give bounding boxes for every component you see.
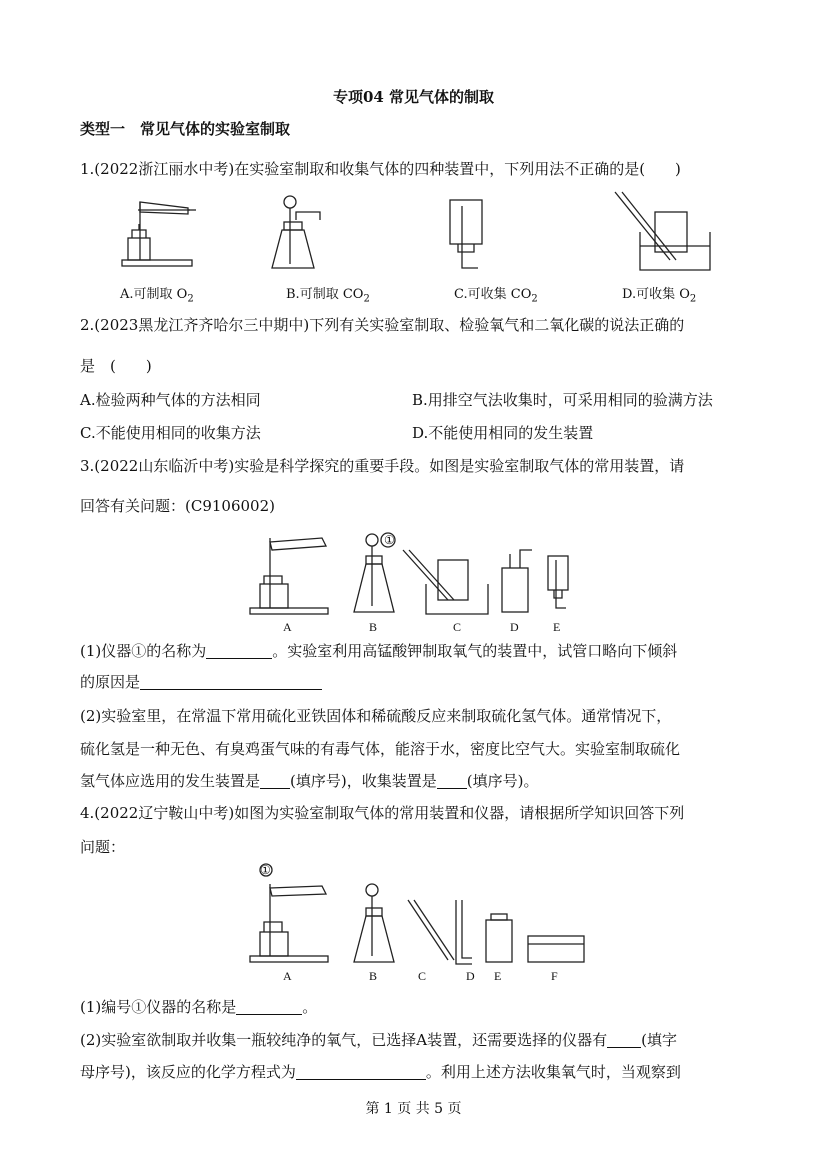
q3-circle-label: ① xyxy=(384,533,395,547)
q3-part2-line1: (2)实验室里，在常温下常用硫化亚铁固体和稀硫酸反应来制取硫化氢气体。通常情况下， xyxy=(80,707,672,725)
q4-part2-line2: 母序号)，该反应的化学方程式为 。利用上述方法收集氧气时，当观察到 xyxy=(80,1063,681,1081)
answer-blank[interactable] xyxy=(296,1064,426,1080)
apparatus-a-heating xyxy=(122,202,196,266)
answer-blank[interactable] xyxy=(437,773,467,789)
apparatus-b-flask xyxy=(272,196,320,268)
q1-apparatus-figure xyxy=(110,190,750,280)
q4-apparatus-figure xyxy=(248,860,593,985)
q3-label-b: B xyxy=(369,620,378,634)
q3-stem-line2: 回答有关问题：(C9106002) xyxy=(80,497,275,515)
page-footer: 第 1 页 共 5 页 xyxy=(365,1101,462,1117)
q4-circle-label: ① xyxy=(260,863,271,877)
q3-part1-line1: (1)仪器①的名称为 。实验室利用高锰酸钾制取氧气的装置中，试管口略向下倾斜 xyxy=(80,642,678,660)
q1-caption-b: B.可制取 $CO_2$ xyxy=(286,287,370,305)
q2-option-d: D.不能使用相同的发生装置 xyxy=(412,424,594,442)
q2-option-b: B.用排空气法收集时，可采用相同的验满方法 xyxy=(412,391,713,409)
q3-stem-line1: 3.(2022山东临沂中考)实验是科学探究的重要手段。如图是实验室制取气体的常用装置，请 xyxy=(80,457,685,475)
q1-stem: 1.(2022浙江丽水中考)在实验室制取和收集气体的四种装置中，下列用法不正确的是( ) xyxy=(80,160,681,178)
q4-label-c: C xyxy=(418,969,427,983)
q3-part1-line2: 的原因是 xyxy=(80,671,322,692)
q2-option-c: C.不能使用相同的收集方法 xyxy=(80,424,261,442)
q4-label-b: B xyxy=(369,969,378,983)
q4-label-f: F xyxy=(551,969,558,983)
page-title: 专项04 常见气体的制取 xyxy=(332,88,495,106)
q3-label-e: E xyxy=(553,620,561,634)
q4-label-d: D xyxy=(466,969,475,983)
q3-part2-line2: 硫化氢是一种无色、有臭鸡蛋气味的有毒气体，能溶于水，密度比空气大。实验室制取硫化 xyxy=(80,740,681,758)
q4-label-e: E xyxy=(494,969,502,983)
q3-label-c: C xyxy=(453,620,462,634)
answer-blank[interactable] xyxy=(607,1032,641,1048)
q2-stem-line2: 是 ( ) xyxy=(80,357,152,375)
q4-part1: (1)编号①仪器的名称是 。 xyxy=(80,998,318,1016)
q1-caption-d: D.可收集 $O_2$ xyxy=(622,287,697,305)
answer-blank[interactable] xyxy=(236,999,302,1015)
q3-apparatus-figure xyxy=(248,528,588,636)
q4-stem-line2: 问题： xyxy=(80,838,126,856)
q4-label-a: A xyxy=(283,969,292,983)
q4-part2-line1: (2)实验室欲制取并收集一瓶较纯净的氧气，已选择A装置，还需要选择的仪器有 (填字 xyxy=(80,1031,677,1049)
q2-option-a: A.检验两种气体的方法相同 xyxy=(80,391,261,409)
q3-label-a: A xyxy=(283,620,292,634)
q2-stem-line1: 2.(2023黑龙江齐齐哈尔三中期中)下列有关实验室制取、检验氧气和二氧化碳的说法正确的 xyxy=(80,316,685,334)
q1-caption-c: C.可收集 $CO_2$ xyxy=(454,287,538,305)
section-heading: 类型一 常见气体的实验室制取 xyxy=(80,120,291,138)
answer-blank[interactable] xyxy=(140,674,322,690)
answer-blank[interactable] xyxy=(206,643,272,659)
q4-stem-line1: 4.(2022辽宁鞍山中考)如图为实验室制取气体的常用装置和仪器，请根据所学知识回答下列 xyxy=(80,804,685,822)
apparatus-d-trough xyxy=(615,192,710,270)
q3-label-d: D xyxy=(510,620,519,634)
answer-blank[interactable] xyxy=(260,773,290,789)
q1-caption-a: A.可制取 $O_2$ xyxy=(120,287,194,305)
apparatus-c-bottle xyxy=(450,200,482,268)
q3-part2-line3: 氢气体应选用的发生装置是 (填序号)，收集装置是 (填序号)。 xyxy=(80,772,539,790)
